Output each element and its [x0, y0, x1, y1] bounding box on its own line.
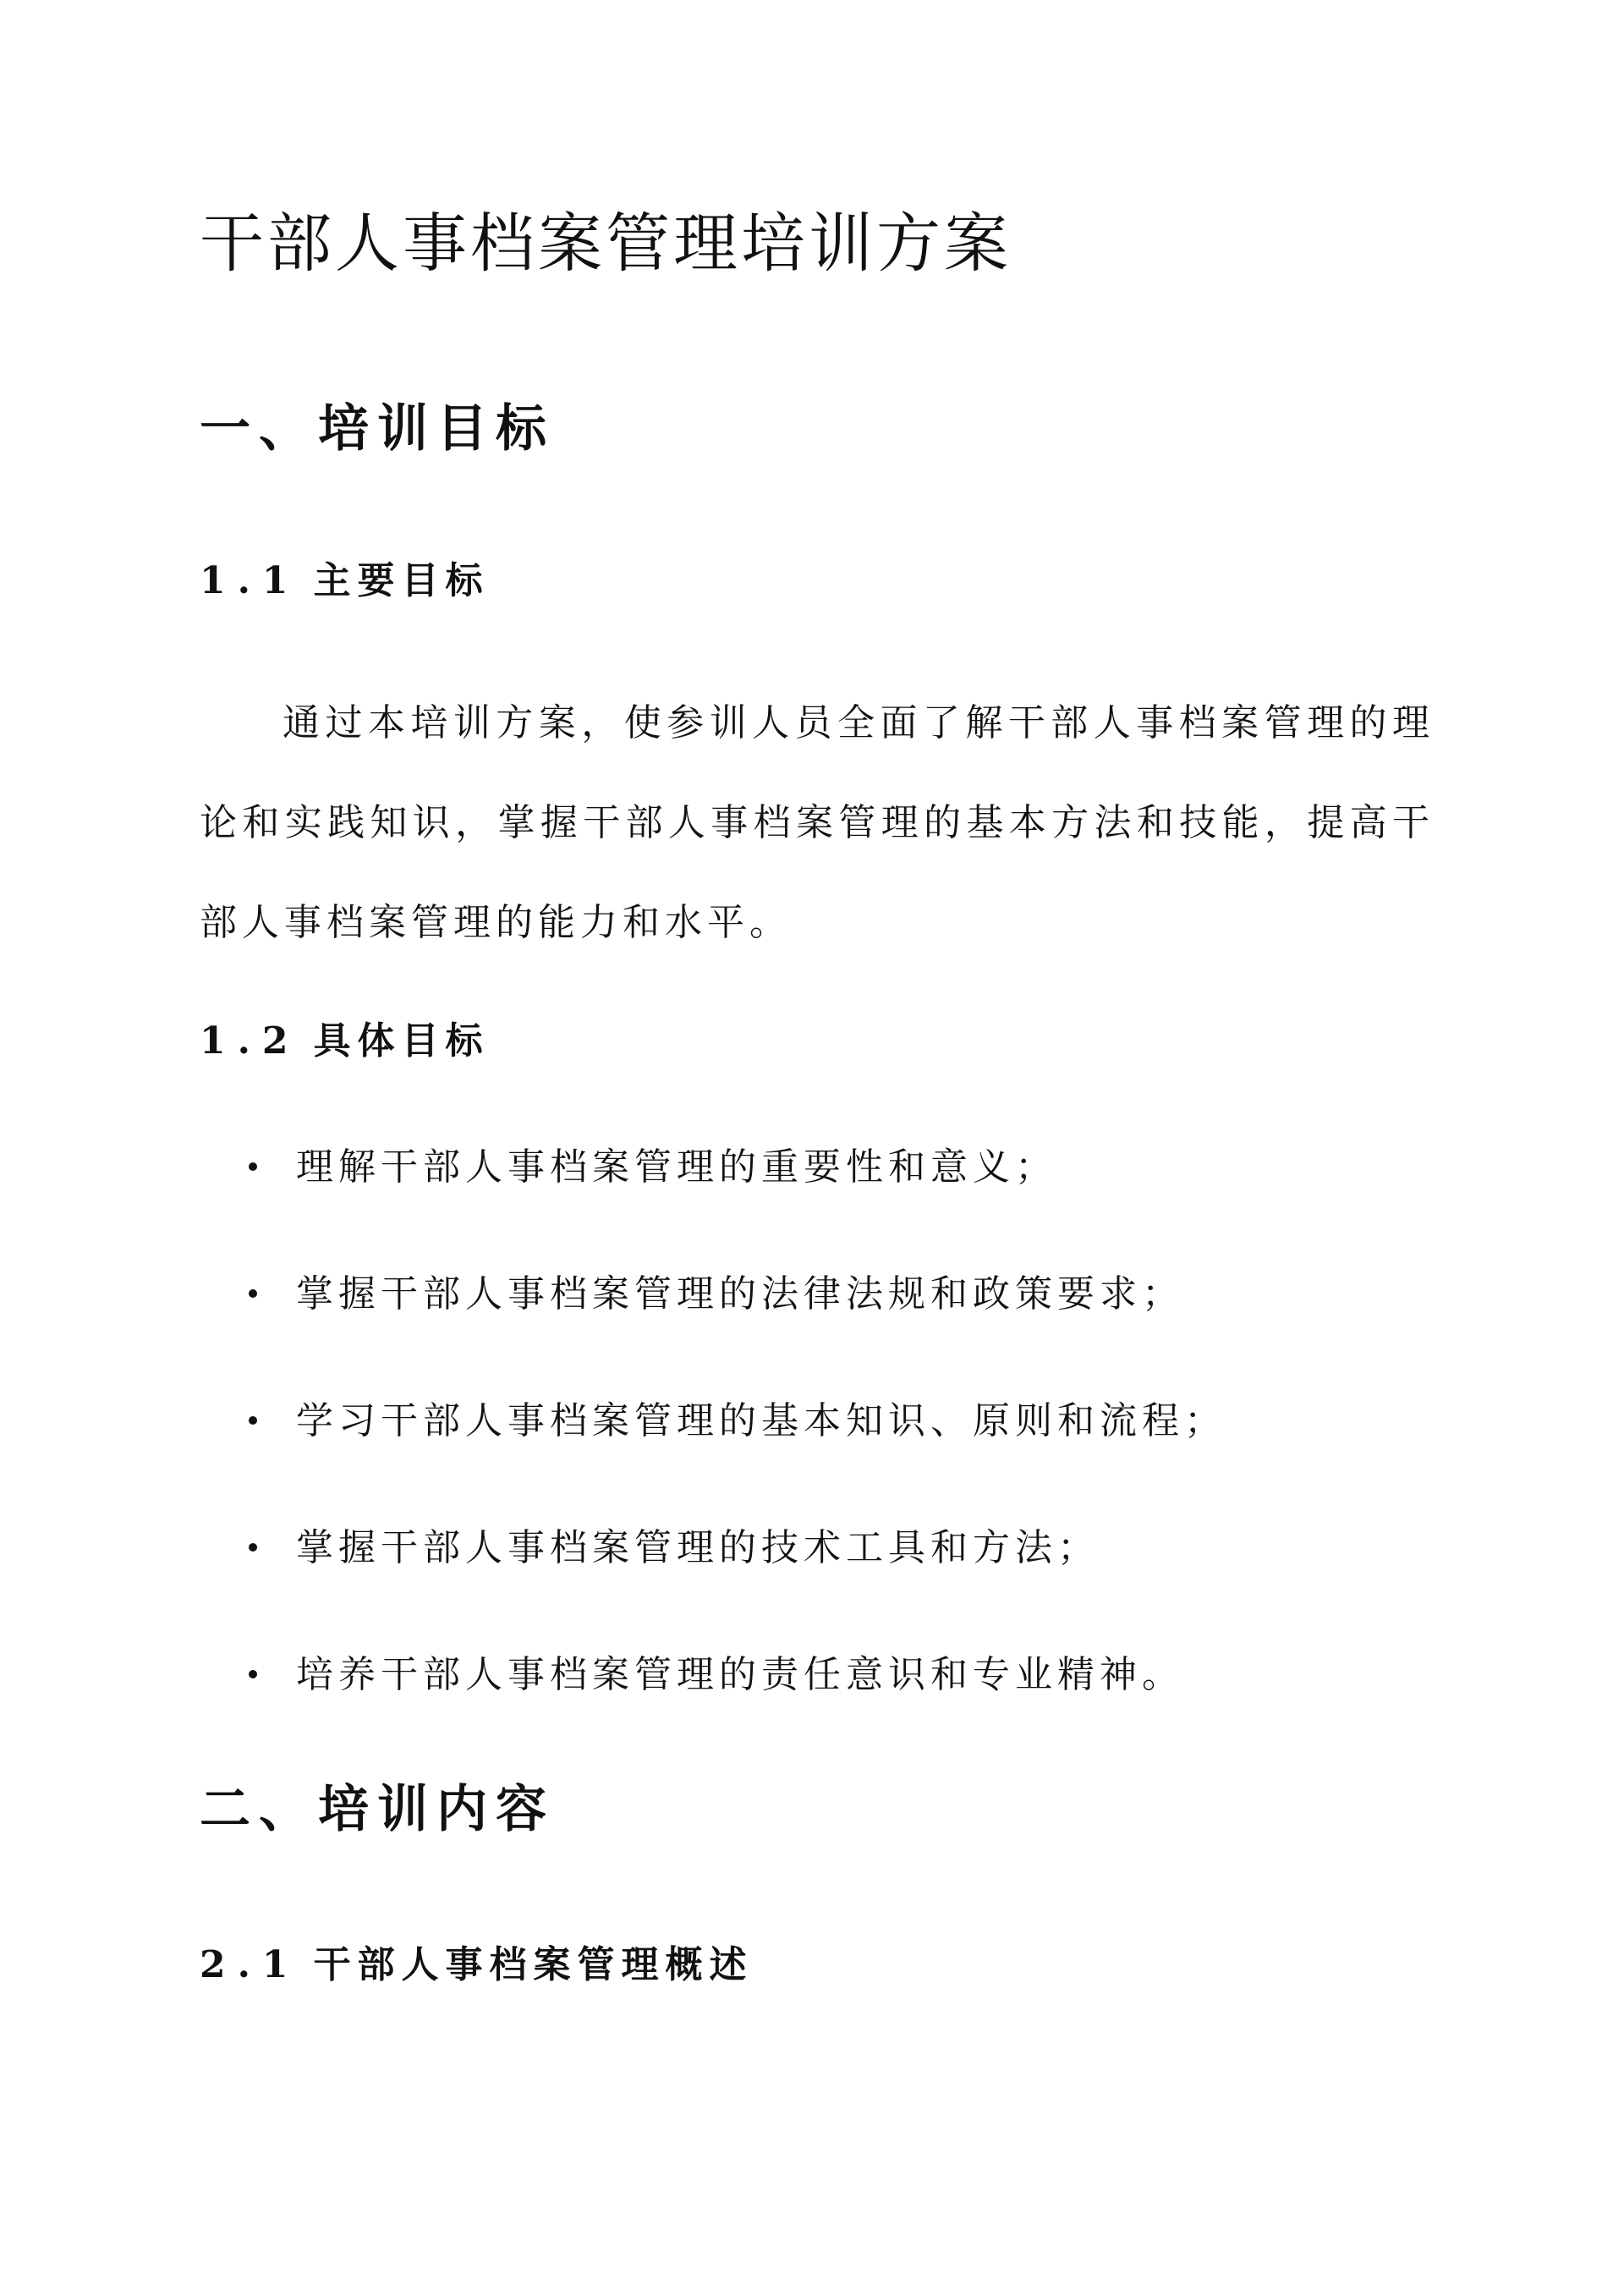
- subsection-number: 2.1: [200, 1943, 300, 1986]
- list-item-text: 掌握干部人事档案管理的技术工具和方法；: [296, 1526, 1100, 1569]
- subsection-heading-specific-goals: [200, 1012, 490, 1071]
- list-item-text: 培养干部人事档案管理的责任意识和专业精神。: [296, 1653, 1184, 1696]
- bullet-icon: [249, 1162, 257, 1171]
- subsection-title: 具体目标: [313, 1019, 490, 1063]
- bullet-icon: [249, 1670, 257, 1678]
- subsection-heading-overview: [200, 1936, 754, 1995]
- list-item-text: 学习干部人事档案管理的基本知识、原则和流程；: [296, 1399, 1226, 1442]
- subsection-number: 1.2: [200, 1019, 300, 1063]
- subsection-title: 主要目标: [313, 559, 490, 602]
- main-goals-paragraph: 通过本培训方案，使参训人员全面了解干部人事档案管理的理论和实践知识，掌握干部人事档案管理的基本方法和技能，提高干部人事档案管理的能力和水平。: [200, 701, 1435, 944]
- subsection-heading-main-goals: [200, 552, 490, 611]
- section-heading-training-content: 二、培训内容: [200, 1780, 555, 1839]
- bullet-icon: [249, 1289, 257, 1298]
- bullet-icon: [249, 1543, 257, 1552]
- bullet-icon: [249, 1416, 257, 1425]
- list-item-text: 掌握干部人事档案管理的法律法规和政策要求；: [296, 1272, 1184, 1316]
- subsection-title: 干部人事档案管理概述: [313, 1943, 754, 1986]
- list-item-text: 理解干部人事档案管理的重要性和意义；: [296, 1145, 1057, 1189]
- section-heading-training-goals: 一、培训目标: [200, 399, 555, 459]
- subsection-number: 1.1: [200, 559, 300, 602]
- document-title: 干部人事档案管理培训方案: [200, 206, 1012, 281]
